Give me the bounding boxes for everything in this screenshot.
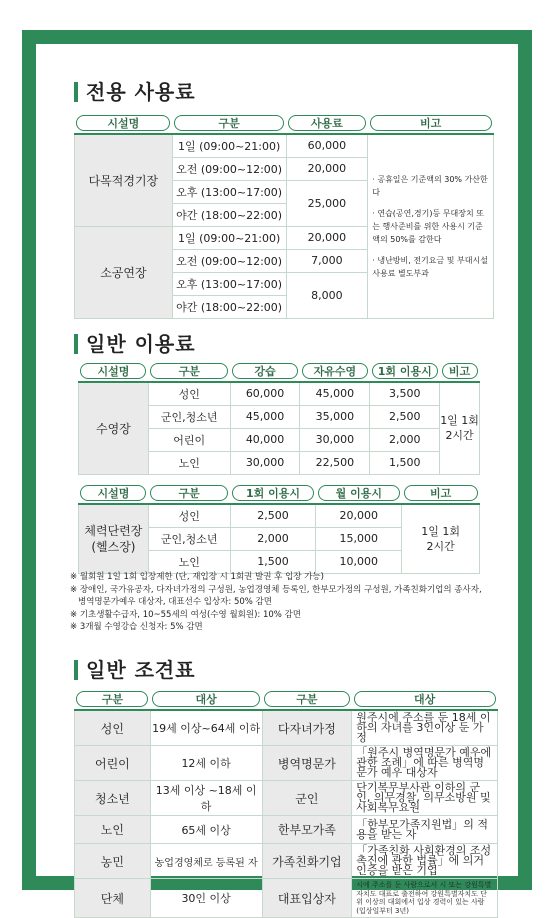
monthly-use-cell: 15,000 [316,527,402,550]
target-cell: 65세 이상 [150,816,262,844]
target-cell: 「한부모가족지원법」의 적용을 받는 자 [352,816,498,844]
pool-fee-table [78,362,480,475]
type-cell: 성인 [148,504,230,527]
type-cell: 성인 [148,382,230,405]
remark-line: · 냉난방비, 전기요금 및 부대시설사용료 별도부과 [372,255,488,278]
type-cell: 야간 (18:00~22:00) [172,203,286,226]
remark-cell [368,134,494,318]
note-line: ※ 월회원 1일 1회 입장제한 (단, 재입장 시 1회권 발권 후 입장 가능) [70,572,324,582]
header-target: 대상 [354,691,496,707]
discount-notes [70,571,510,634]
type-cell: 어린이 [148,428,230,451]
title-bar-icon [74,660,78,680]
type-cell: 노인 [148,451,230,474]
target-cell: 「원주시 병역명문가 예우에 관한 조례」에 따른 병역명문가 예우 대상자 [352,746,498,781]
category-cell: 성인 [75,710,151,746]
dedicated-fee-table [74,114,494,319]
section-title-general-fee [74,328,196,357]
type-cell: 오후 (13:00~17:00) [172,180,286,203]
type-cell: 군인,청소년 [148,527,230,550]
note-line: ※ 기초생활수급자, 10~55세의 여성(수영 월회원): 10% 감면 [70,609,301,620]
section-title-text: 일반 이용료 [86,332,196,356]
remark-line: · 연습(공연,경기)등 무대장치 또는 행사준비를 위한 사용시 기준액의 50%를 감한다 [372,208,484,244]
category-cell: 다자녀가정 [262,710,352,746]
section-title-dedicated-fee [74,76,196,105]
single-use-cell: 2,500 [230,504,316,527]
header-fee: 사용료 [288,115,366,131]
lesson-cell: 60,000 [230,382,300,405]
facility-name-line: 체력단련장 [84,523,143,538]
header-facility: 시설명 [80,485,146,501]
reference-table [74,690,498,918]
target-cell: 「가족친화 사회환경의 조성 촉진에 관한 법률」에 의거 인증을 받은 기업 [352,844,498,879]
lesson-cell: 40,000 [230,428,300,451]
category-cell: 병역명문가 [262,746,352,781]
type-cell: 군인,청소년 [148,405,230,428]
facility-name: 수영장 [79,382,149,474]
note-line: 병역명문가예우 대상자, 대표선수 입상자: 50% 감면 [78,597,272,607]
free-swim-cell: 22,500 [300,451,370,474]
fee-cell: 60,000 [286,134,368,157]
header-lesson: 강습 [232,363,298,379]
monthly-use-cell: 20,000 [316,504,402,527]
target-cell: 원주시에 주소를 둔 18세 이하의 자녀를 3인이상 둔 가정 [352,710,498,746]
section-title-reference-table [74,654,196,683]
type-cell: 오전 (09:00~12:00) [172,157,286,180]
remark-line: 1일 1회 [440,414,479,428]
header-facility: 시설명 [80,363,146,379]
facility-name: 다목적경기장 [75,134,173,226]
header-type: 구분 [150,485,228,501]
fee-cell: 7,000 [286,249,368,272]
page-frame [22,30,532,915]
single-use-cell: 2,000 [370,428,440,451]
monthly-use-cell: 10,000 [316,550,402,573]
free-swim-cell: 30,000 [300,428,370,451]
fee-cell: 8,000 [286,272,368,318]
target-cell: 12세 이하 [150,746,262,781]
type-cell: 오전 (09:00~12:00) [172,249,286,272]
section-title-text: 일반 조견표 [86,658,196,682]
category-cell: 가족친화기업 [262,844,352,879]
header-remark: 비고 [370,115,492,131]
category-cell: 단체 [75,879,151,918]
facility-name-line: (헬스장) [91,539,136,554]
target-cell: 13세 이상 ~18세 이하 [150,781,262,816]
target-cell: 시에 주소를 둔 사람으로서 시 또는 강원특별자치도 대표로 출전하여 강원특별자치도 단위 이상의 대회에서 입상 경력이 있는 사람(입상일부터 3년) [352,879,498,918]
target-cell: 단기복무부사관 이하의 군인, 의무경찰, 의무소방원 및 사회복무요원 [352,781,498,816]
header-target: 대상 [152,691,260,707]
target-cell: 농업경영체로 등록된 자 [150,844,262,879]
header-single-use: 1회 이용시 [372,363,438,379]
lesson-cell: 30,000 [230,451,300,474]
header-category: 구분 [76,691,148,707]
free-swim-cell: 45,000 [300,382,370,405]
remark-cell [440,382,480,474]
remark-line: 2시간 [426,539,455,553]
remark-line: 1일 1회 [421,524,460,538]
single-use-cell: 2,000 [230,527,316,550]
single-use-cell: 1,500 [370,451,440,474]
facility-name: 소공연장 [75,226,173,318]
type-cell: 오후 (13:00~17:00) [172,272,286,295]
facility-name [79,504,149,573]
category-cell: 한부모가족 [262,816,352,844]
section-title-text: 전용 사용료 [86,80,196,104]
remark-line: 2시간 [445,429,474,443]
header-type: 구분 [150,363,228,379]
remark-line: · 공휴일은 기준액의 30% 가산한다 [372,174,488,197]
type-cell: 1일 (09:00~21:00) [172,134,286,157]
fee-cell: 20,000 [286,226,368,249]
category-cell: 노인 [75,816,151,844]
single-use-cell: 3,500 [370,382,440,405]
single-use-cell: 2,500 [370,405,440,428]
header-category: 구분 [264,691,350,707]
header-free-swim: 자유수영 [302,363,368,379]
gym-fee-table [78,484,480,574]
type-cell: 노인 [148,550,230,573]
lesson-cell: 45,000 [230,405,300,428]
header-remark: 비고 [442,363,478,379]
header-remark: 비고 [404,485,478,501]
type-cell: 1일 (09:00~21:00) [172,226,286,249]
category-cell: 어린이 [75,746,151,781]
header-single-use: 1회 이용시 [232,485,314,501]
fee-cell: 25,000 [286,180,368,226]
category-cell: 군인 [262,781,352,816]
fee-cell: 20,000 [286,157,368,180]
note-line: ※ 장애인, 국가유공자, 다자녀가정의 구성원, 농업경영체 등록인, 한부모가정의 구성원, 가족친화기업의 종사자, [70,584,482,595]
header-facility: 시설명 [76,115,170,131]
target-cell: 19세 이상~64세 이하 [150,710,262,746]
title-bar-icon [74,82,78,102]
type-cell: 야간 (18:00~22:00) [172,295,286,318]
free-swim-cell: 35,000 [300,405,370,428]
title-bar-icon [74,334,78,354]
target-cell: 30인 이상 [150,879,262,918]
header-monthly-use: 월 이용시 [318,485,400,501]
header-type: 구분 [174,115,284,131]
note-line: ※ 3개월 수영강습 신청자: 5% 감면 [70,622,203,632]
single-use-cell: 1,500 [230,550,316,573]
category-cell: 농민 [75,844,151,879]
category-cell: 청소년 [75,781,151,816]
remark-cell [402,504,480,573]
category-cell: 대표입상자 [262,879,352,918]
